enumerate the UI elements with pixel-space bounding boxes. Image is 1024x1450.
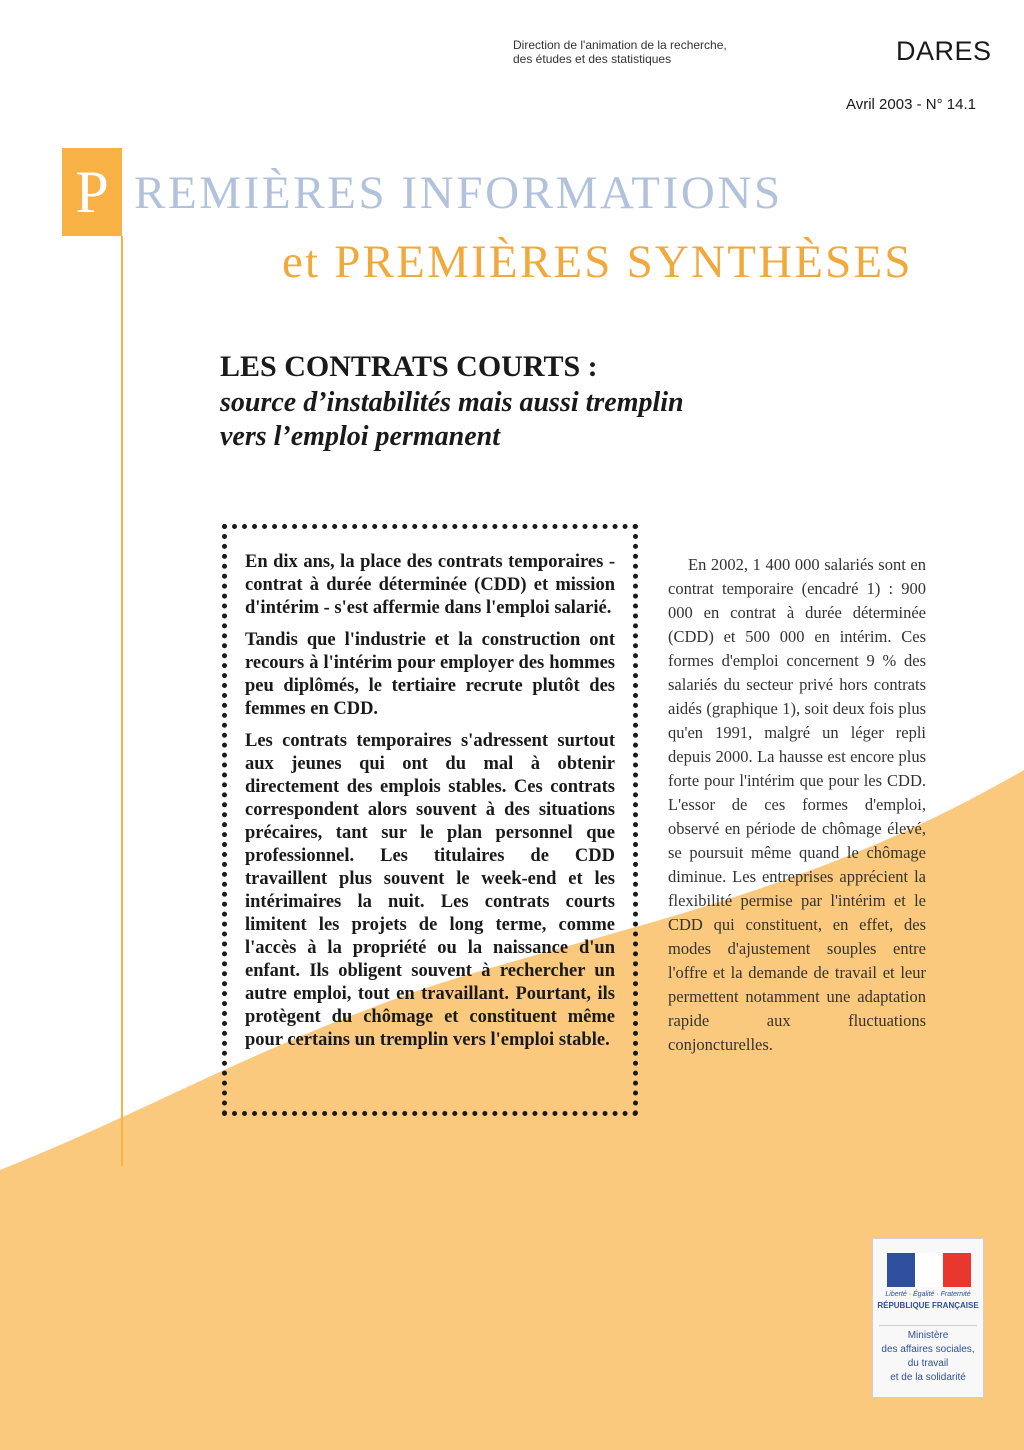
org-line-2: des études et des statistiques [513, 52, 672, 66]
logo-motto: Liberté · Égalité · Fraternité [885, 1291, 971, 1298]
ministry-line-1: Ministère [907, 1330, 949, 1341]
ministry-line-4: et de la solidarité [890, 1372, 966, 1383]
body-column [668, 553, 926, 1057]
body-paragraph: En 2002, 1 400 000 salariés sont en contrat temporaire (encadré 1) : 900 000 en contrat à durée déterminée (CDD) et 500 000 en intérim. Ces formes d'emploi concernent 9 % des salariés du secteur privé hors contrats aidés (graphique 1), soit deux fois plus qu'en 1991, malgré un léger repli depuis 2000. La hausse est encore plus forte pour l'intérim que pour les CDD. L'essor de ces formes d'emploi, observé en période de chômage élevé, se poursuit même quand le chômage diminue. Les entreprises apprécient la flexibilité permise par l'intérim et le CDD qui constituent, en effet, des modes d'ajustement souples entre l'offre et la demande de travail et leur permettent notamment une adaptation rapide aux fluctuations conjoncturelles. [668, 555, 926, 1054]
summary-paragraph-1: En dix ans, la place des contrats temporaires - contrat à durée déterminée (CDD) et mission d'intérim - s'est affermie dans l'emploi salarié. [245, 552, 615, 618]
summary-box [222, 524, 638, 1116]
series-title-line1: REMIÈRES INFORMATIONS [134, 167, 783, 219]
ministry-logo [872, 1238, 984, 1398]
logo-ministry [875, 1329, 981, 1385]
ministry-line-3: du travail [907, 1358, 949, 1369]
org-line-1: Direction de l'animation de la recherche, [513, 38, 727, 52]
article-subtitle [220, 386, 820, 454]
logo-republic: RÉPUBLIQUE FRANÇAISE [877, 1301, 979, 1310]
article-title: LES CONTRATS COURTS : [220, 350, 598, 383]
accent-vertical-line [121, 236, 123, 1166]
summary-paragraph-3: Les contrats temporaires s'adressent surtout aux jeunes qui ont du mal à obtenir directement des emplois stables. Ces contrats correspondent alors souvent à des situations précaires, tant sur le plan personnel que professionnel. Les titulaires de CDD travaillent plus souvent le week-end et les intérimaires la nuit. Les contrats courts limitent les projets de long terme, comme l'accès à la propriété ou la naissance d'un enfant. Ils obligent souvent à rechercher un autre emploi, tout en travaillant. Pourtant, ils protègent du chômage et constituent même pour certains un tremplin vers l'emploi stable. [245, 731, 615, 1050]
marianne-flag-icon [887, 1253, 971, 1287]
logo-divider [879, 1325, 977, 1326]
series-initial-box: P [62, 148, 122, 236]
subtitle-line1: source d’instabilités mais aussi tremplin [220, 387, 684, 418]
issue-number: Avril 2003 - N° 14.1 [846, 96, 976, 113]
ministry-line-2: des affaires sociales, [881, 1344, 975, 1355]
subtitle-line2: vers l’emploi permanent [220, 421, 500, 452]
brand-dares: DARES [896, 36, 992, 66]
summary-paragraph-2: Tandis que l'industrie et la construction ont recours à l'intérim pour employer des hommes peu diplômés, le tertiaire recrute plutôt des femmes en CDD. [245, 630, 615, 719]
series-title-line2: et PREMIÈRES SYNTHÈSES [282, 236, 913, 288]
